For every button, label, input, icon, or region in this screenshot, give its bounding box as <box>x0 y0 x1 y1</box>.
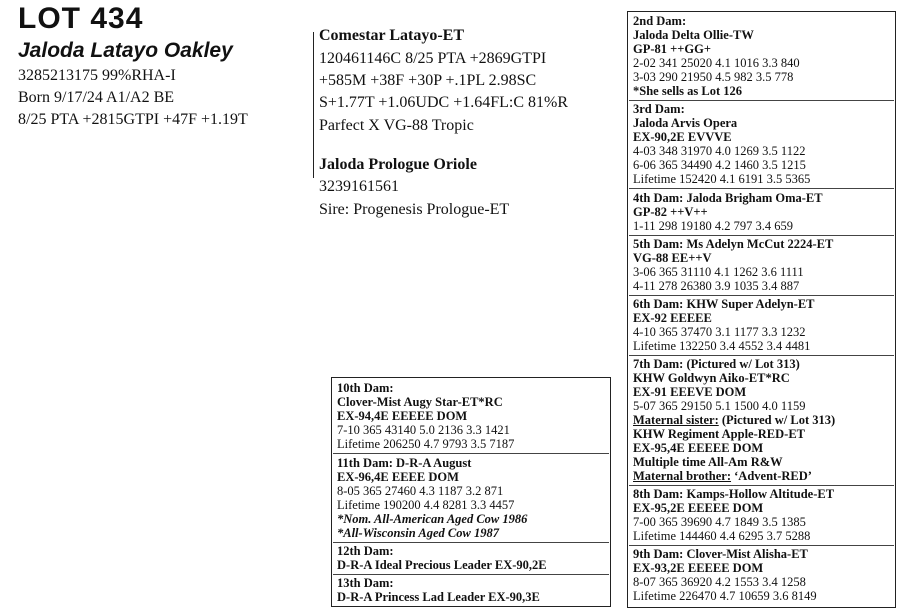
dam-reg: 3239161561 <box>319 178 399 195</box>
maternal-brother-name: ‘Advent-RED’ <box>731 469 812 483</box>
dam6-heading: 6th Dam: KHW Super Adelyn-ET <box>633 297 815 311</box>
sire-pedigree: Parfect X VG-88 Tropic <box>319 117 474 134</box>
dam13-heading: 13th Dam: <box>337 576 394 590</box>
divider-line <box>313 32 314 178</box>
dam8-lifetime: Lifetime 144460 4.4 6295 3.7 5288 <box>633 529 811 543</box>
dam10-lifetime: Lifetime 206250 4.7 9793 3.5 7187 <box>337 437 515 451</box>
dam4-record: 1-11 298 19180 4.2 797 3.4 659 <box>633 219 793 233</box>
section-divider <box>333 542 609 543</box>
sire-type: S+1.77T +1.06UDC +1.64FL:C 81%R <box>319 94 569 111</box>
dam7-class: EX-91 EEEVE DOM <box>633 385 747 399</box>
dam2-heading: 2nd Dam: <box>633 14 687 28</box>
section-divider <box>629 235 894 236</box>
dam2-record: 2-02 341 25020 4.1 1016 3.3 840 <box>633 56 800 70</box>
maternal-sister-label: Maternal sister: <box>633 413 719 427</box>
dam10-class: EX-94,4E EEEEE DOM <box>337 409 468 423</box>
dam6-class: EX-92 EEEEE <box>633 311 712 325</box>
section-divider <box>333 574 609 575</box>
dam13-name: D-R-A Princess Lad Leader EX-90,3E <box>337 590 540 604</box>
maternal-sister-note: (Pictured w/ Lot 313) <box>718 413 836 427</box>
dam2-note: *She sells as Lot 126 <box>633 84 743 98</box>
dam9-heading: 9th Dam: Clover-Mist Alisha-ET <box>633 547 808 561</box>
section-divider <box>629 295 894 296</box>
maternal-brother-label: Maternal brother: <box>633 469 732 483</box>
maternal-sister-name: KHW Regiment Apple-RED-ET <box>633 427 805 441</box>
born-line: Born 9/17/24 A1/A2 BE <box>18 89 175 106</box>
section-divider <box>629 485 894 486</box>
pta-line: 8/25 PTA +2815GTPI +47F +1.19T <box>18 111 248 128</box>
section-divider <box>629 188 894 189</box>
section-divider <box>629 545 894 546</box>
dam2-record: 3-03 290 21950 4.5 982 3.5 778 <box>633 70 794 84</box>
dam-sire: Sire: Progenesis Prologue-ET <box>319 201 510 218</box>
lot-number: LOT 434 <box>18 2 144 35</box>
sire-name: Comestar Latayo-ET <box>319 27 465 44</box>
dam9-class: EX-93,2E EEEEE DOM <box>633 561 764 575</box>
dam5-heading: 5th Dam: Ms Adelyn McCut 2224-ET <box>633 237 834 251</box>
dam4-heading: 4th Dam: Jaloda Brigham Oma-ET <box>633 191 823 205</box>
dam11-lifetime: Lifetime 190200 4.4 8281 3.3 4457 <box>337 498 515 512</box>
maternal-pedigree-box <box>627 11 896 608</box>
dam7-heading: 7th Dam: (Pictured w/ Lot 313) <box>633 357 800 371</box>
dam12-name: D-R-A Ideal Precious Leader EX-90,2E <box>337 558 547 572</box>
sire-reg-pta: 120461146C 8/25 PTA +2869GTPI <box>319 50 547 67</box>
maternal-sister-line <box>633 413 835 427</box>
section-divider <box>333 453 609 454</box>
dam12-heading: 12th Dam: <box>337 544 394 558</box>
section-divider <box>629 100 894 101</box>
animal-name: Jaloda Latayo Oakley <box>18 39 233 62</box>
dam11-class: EX-96,4E EEEE DOM <box>337 470 459 484</box>
dam5-record: 4-11 278 26380 3.9 1035 3.4 887 <box>633 279 800 293</box>
sire-production: +585M +38F +30P +.1PL 2.98SC <box>319 72 537 89</box>
dam11-award: *Nom. All-American Aged Cow 1986 <box>337 512 528 526</box>
maternal-sister-class: EX-95,4E EEEEE DOM <box>633 441 764 455</box>
dam-name: Jaloda Prologue Oriole <box>319 156 477 173</box>
dam3-class: EX-90,2E EVVVE <box>633 130 732 144</box>
dam5-record: 3-06 365 31110 4.1 1262 3.6 1111 <box>633 265 804 279</box>
dam7-name: KHW Goldwyn Aiko-ET*RC <box>633 371 790 385</box>
dam4-class: GP-82 ++V++ <box>633 205 708 219</box>
dam6-lifetime: Lifetime 132250 3.4 4552 3.4 4481 <box>633 339 811 353</box>
dam9-record: 8-07 365 36920 4.2 1553 3.4 1258 <box>633 575 806 589</box>
dam3-record: 4-03 348 31970 4.0 1269 3.5 1122 <box>633 144 806 158</box>
dam8-heading: 8th Dam: Kamps-Hollow Altitude-ET <box>633 487 835 501</box>
dam3-name: Jaloda Arvis Opera <box>633 116 738 130</box>
dam11-record: 8-05 365 27460 4.3 1187 3.2 871 <box>337 484 504 498</box>
dam7-record: 5-07 365 29150 5.1 1500 4.0 1159 <box>633 399 806 413</box>
dam6-record: 4-10 365 37470 3.1 1177 3.3 1232 <box>633 325 806 339</box>
dam2-class: GP-81 ++GG+ <box>633 42 711 56</box>
dam8-class: EX-95,2E EEEEE DOM <box>633 501 764 515</box>
dam11-award: *All-Wisconsin Aged Cow 1987 <box>337 526 499 540</box>
dam3-heading: 3rd Dam: <box>633 102 685 116</box>
dam9-lifetime: Lifetime 226470 4.7 10659 3.6 8149 <box>633 589 817 603</box>
maternal-sister-award: Multiple time All-Am R&W <box>633 455 783 469</box>
dam5-class: VG-88 EE++V <box>633 251 712 265</box>
section-divider <box>629 355 894 356</box>
maternal-brother-line <box>633 469 812 483</box>
dam8-record: 7-00 365 39690 4.7 1849 3.5 1385 <box>633 515 806 529</box>
dam3-record: 6-06 365 34490 4.2 1460 3.5 1215 <box>633 158 806 172</box>
ancestor-pedigree-box <box>331 377 611 607</box>
dam10-heading: 10th Dam: <box>337 381 394 395</box>
registration-line: 3285213175 99%RHA-I <box>18 67 176 84</box>
dam10-record: 7-10 365 43140 5.0 2136 3.3 1421 <box>337 423 510 437</box>
dam2-name: Jaloda Delta Ollie-TW <box>633 28 754 42</box>
dam10-name: Clover-Mist Augy Star-ET*RC <box>337 395 503 409</box>
dam11-heading: 11th Dam: D-R-A August <box>337 456 472 470</box>
dam3-lifetime: Lifetime 152420 4.1 6191 3.5 5365 <box>633 172 811 186</box>
